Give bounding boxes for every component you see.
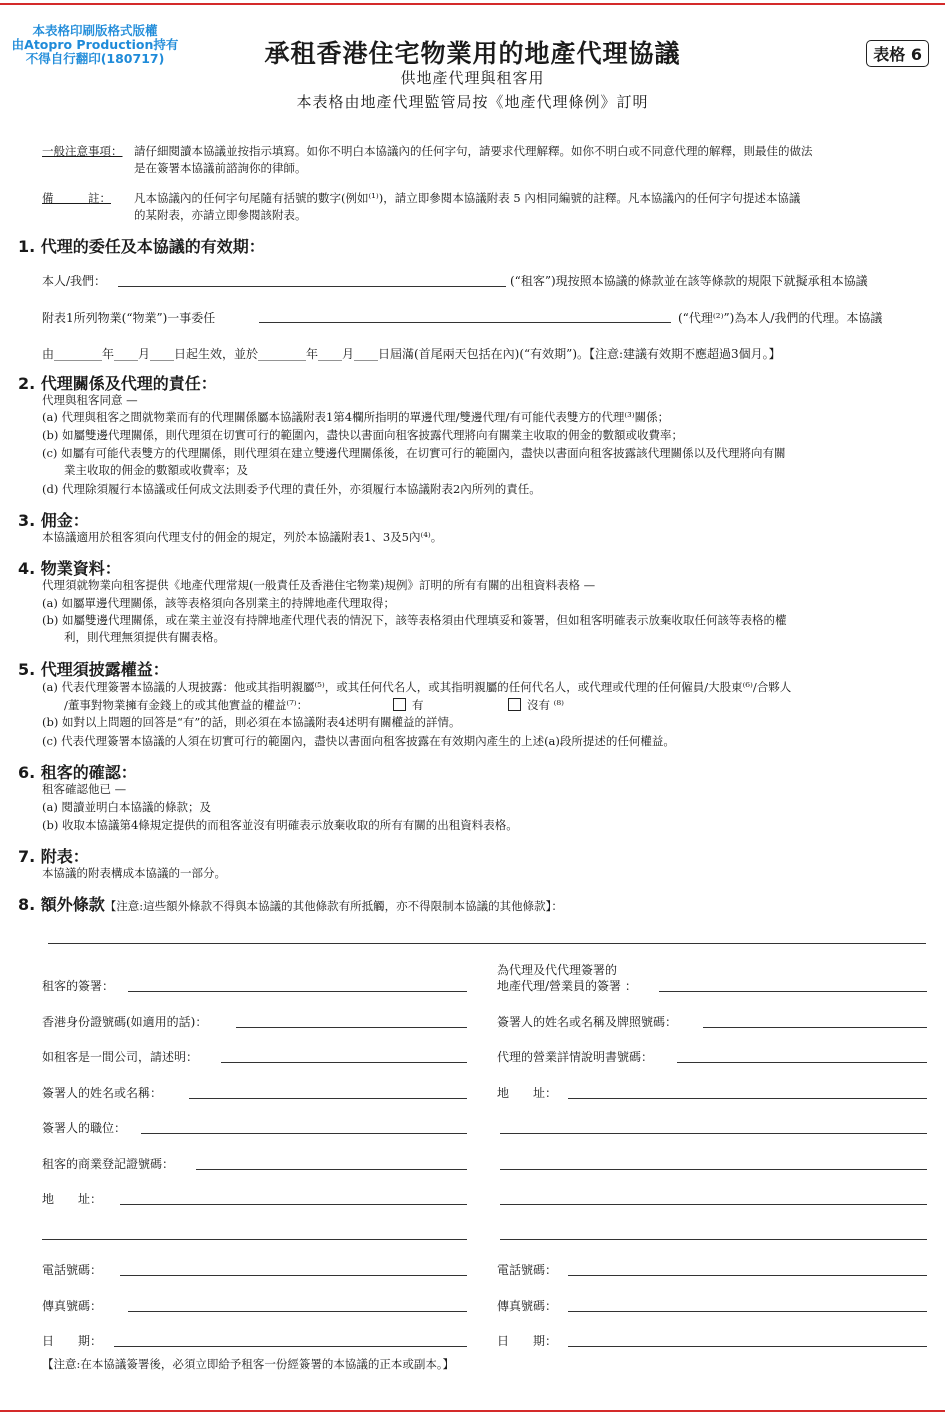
agent-address-label: 地 址： bbox=[497, 1086, 558, 1100]
tenant-fax-line[interactable] bbox=[128, 1311, 467, 1312]
s7-text: 本協議的附表構成本協議的一部分。 bbox=[42, 866, 226, 880]
notice-line-2: 由Atopro Production持有 bbox=[11, 37, 179, 52]
section-8-heading-row bbox=[18, 892, 563, 915]
remarks-label bbox=[42, 190, 111, 206]
s2-item-d: (d) 代理除須履行本協議或任何成文法則委予代理的責任外，亦須履行本協議附表2內所列的責任。 bbox=[42, 482, 541, 496]
s2-item-b: (b) 如屬雙邊代理關係，則代理須在切實可行的範圍內，盡快以書面向租客披露代理將向有關業主收取的佣金的數額或收費率； bbox=[42, 428, 683, 442]
s6-intro: 租客確認他已 — bbox=[42, 782, 127, 796]
agent-name-line[interactable] bbox=[259, 322, 671, 323]
tenant-signer-name-label: 簽署人的姓名或名稱： bbox=[42, 1086, 163, 1100]
agent-signature-label-1: 為代理及代代理簽署的 bbox=[497, 963, 618, 977]
section-3-heading: 3. 佣金： bbox=[18, 511, 89, 530]
tenant-signature-line[interactable] bbox=[128, 991, 467, 992]
extra-terms-line[interactable] bbox=[48, 943, 926, 944]
agent-date-line[interactable] bbox=[568, 1346, 927, 1347]
s4-item-b-1: (b) 如屬雙邊代理關係，或在業主並沒有持牌地產代理代表的情況下，該等表格須由代理填妥和簽署，但如租客明確表示放棄收取任何該等表格的權 bbox=[42, 613, 787, 627]
s2-item-a: (a) 代理與租客之間就物業而有的代理關係屬本協議附表1第4欄所指明的單邊代理/雙邊代理/有可能代表雙方的代理⁽³⁾關係； bbox=[42, 410, 670, 424]
section-1-heading: 1. 代理的委任及本協議的有效期： bbox=[18, 237, 265, 256]
s2-item-c-1: (c) 如屬有可能代表雙方的代理關係，則代理須在建立雙邊代理關係後，在切實可行的範圍內，盡快以書面向租客披露該代理關係以及代理將向有關 bbox=[42, 446, 786, 460]
s1-agent-label: 附表1所列物業(“物業”)一事委任 bbox=[42, 311, 216, 325]
s1-agent-text: (“代理⁽²⁾”)為本人/我們的代理。本協議 bbox=[678, 311, 883, 325]
tenant-tel-label: 電話號碼： bbox=[42, 1263, 103, 1277]
agent-address-line-4[interactable] bbox=[500, 1204, 927, 1205]
interest-yes-checkbox[interactable] bbox=[393, 698, 406, 711]
s4-item-a: (a) 如屬單邊代理關係，該等表格須向各別業主的持牌地產代理取得； bbox=[42, 596, 395, 610]
section-5-heading: 5. 代理須披露權益： bbox=[18, 660, 169, 679]
tenant-signer-name-line[interactable] bbox=[189, 1098, 467, 1099]
business-registration-label: 租客的商業登記證號碼： bbox=[42, 1157, 175, 1171]
signer-position-line[interactable] bbox=[141, 1133, 467, 1134]
s5-item-c: (c) 代表代理簽署本協議的人須在切實可行的範圍內，盡快以書面向租客披露在有效期內產生的上述(a)段所提述的任何權益。 bbox=[42, 734, 675, 748]
tenant-tel-line[interactable] bbox=[120, 1275, 467, 1276]
company-line[interactable] bbox=[221, 1062, 467, 1063]
form-authority: 本表格由地產代理監管局按《地產代理條例》訂明 bbox=[296, 93, 649, 111]
section-4-heading: 4. 物業資料： bbox=[18, 559, 121, 578]
tenant-signature-label: 租客的簽署： bbox=[42, 979, 115, 993]
signer-position-label: 簽署人的職位： bbox=[42, 1121, 127, 1135]
section-7-heading: 7. 附表： bbox=[18, 847, 89, 866]
notice-line-3: 不得自行翻印(180717) bbox=[25, 51, 165, 66]
interest-no-label: 沒有 ⁽⁸⁾ bbox=[527, 698, 564, 712]
agent-tel-line[interactable] bbox=[568, 1275, 927, 1276]
form-number-badge: 表格 6 bbox=[866, 40, 929, 67]
tenant-date-line[interactable] bbox=[114, 1346, 467, 1347]
interest-no-checkbox[interactable] bbox=[508, 698, 521, 711]
notice-line-1: 本表格印刷版格式版權 bbox=[32, 23, 158, 38]
tenant-date-label: 日 期： bbox=[42, 1334, 103, 1348]
s4-item-b-2: 利，則代理無須提供有關表格。 bbox=[64, 630, 225, 644]
s4-intro: 代理須就物業向租客提供《地產代理常規(一般責任及香港住宅物業)規例》訂明的所有有關的出租資料表格 — bbox=[42, 578, 596, 592]
s6-item-b: (b) 收取本協議第4條規定提供的而租客並沒有明確表示放棄收取的所有有關的出租資料表格。 bbox=[42, 818, 518, 832]
agent-address-line-1[interactable] bbox=[568, 1098, 927, 1099]
hkid-label: 香港身份證號碼(如適用的話)： bbox=[42, 1015, 208, 1029]
agent-address-line-3[interactable] bbox=[500, 1169, 927, 1170]
general-notes-label-text: 一般注意事項： bbox=[42, 144, 123, 158]
hkid-line[interactable] bbox=[236, 1027, 467, 1028]
s5-item-a-2: /董事對物業擁有金錢上的或其他實益的權益⁽⁷⁾： bbox=[64, 698, 309, 712]
agent-signature-line[interactable] bbox=[659, 991, 927, 992]
section-2-heading: 2. 代理關係及代理的責任： bbox=[18, 374, 217, 393]
agent-signer-name-label: 簽署人的姓名或名稱及牌照號碼： bbox=[497, 1015, 678, 1029]
tenant-fax-label: 傳真號碼： bbox=[42, 1299, 103, 1313]
s2-item-c-2: 業主收取的佣金的數額或收費率；及 bbox=[64, 463, 248, 477]
agent-signer-name-line[interactable] bbox=[703, 1027, 927, 1028]
s1-tenant-text: (“租客”)現按照本協議的條款並在該等條款的規限下就擬承租本協議 bbox=[510, 274, 868, 288]
agent-date-label: 日 期： bbox=[497, 1334, 558, 1348]
s5-item-b: (b) 如對以上問題的回答是“有”的話，則必須在本協議附表4述明有關權益的詳情。 bbox=[42, 715, 461, 729]
agent-licence-line[interactable] bbox=[677, 1062, 927, 1063]
remarks-label-text: 備 註： bbox=[42, 191, 111, 205]
bottom-border bbox=[0, 1410, 945, 1412]
footer-note: 【注意:在本協議簽署後，必須立即給予租客一份經簽署的本協議的正本或副本。】 bbox=[42, 1357, 455, 1371]
interest-yes-label: 有 bbox=[412, 698, 424, 712]
remarks-text-1: 凡本協議內的任何字句尾隨有括號的數字(例如⁽¹⁾)，請立即參閱本協議附表 5 內相同編號的註釋。凡本協議內的任何字句提述本協議 bbox=[134, 191, 801, 205]
agent-signature-label-2: 地產代理/營業員的簽署 ： bbox=[497, 979, 637, 993]
agent-fax-line[interactable] bbox=[568, 1311, 927, 1312]
tenant-address-line-1[interactable] bbox=[120, 1204, 467, 1205]
agent-fax-label: 傳真號碼： bbox=[497, 1299, 558, 1313]
s6-item-a: (a) 閱讀並明白本協議的條款；及 bbox=[42, 800, 211, 814]
tenant-address-label: 地 址： bbox=[42, 1192, 103, 1206]
s2-intro: 代理與租客同意 — bbox=[42, 393, 138, 407]
section-6-heading: 6. 租客的確認： bbox=[18, 763, 137, 782]
agent-licence-label: 代理的營業詳情說明書號碼： bbox=[497, 1050, 654, 1064]
agent-address-line-5[interactable] bbox=[500, 1239, 927, 1240]
agent-address-line-2[interactable] bbox=[500, 1133, 927, 1134]
s5-item-a-1: (a) 代表代理簽署本協議的人現披露：他或其指明親屬⁽⁵⁾，或其任何代名人，或其指明親屬的任何代名人，或代理或代理的任何僱員/大股東⁽⁶⁾/合夥人 bbox=[42, 680, 792, 694]
business-registration-line[interactable] bbox=[196, 1169, 467, 1170]
s3-text: 本協議適用於租客須向代理支付的佣金的規定，列於本協議附表1、3及5內⁽⁴⁾。 bbox=[42, 530, 443, 544]
remarks-text-2: 的某附表，亦請立即參閱該附表。 bbox=[134, 208, 307, 222]
general-notes-label bbox=[42, 143, 123, 159]
s1-validity-period[interactable]: 由________年____月____日起生效，並於________年____月____日屆滿(首尾兩天包括在內)(“有效期”)。【注意:建議有效期不應超過3個月。】 bbox=[42, 347, 781, 361]
agent-tel-label: 電話號碼： bbox=[497, 1263, 558, 1277]
form-title: 承租香港住宅物業用的地產代理協議 bbox=[264, 39, 681, 68]
tenant-name-line[interactable] bbox=[118, 286, 506, 287]
s1-tenant-label: 本人/我們： bbox=[42, 274, 107, 288]
top-border bbox=[0, 3, 945, 5]
section-8-note: 【注意:這些額外條款不得與本協議的其他條款有所抵觸，亦不得限制本協議的其他條款】： bbox=[104, 899, 563, 913]
form-subtitle: 供地產代理與租客用 bbox=[400, 69, 545, 87]
section-8-heading: 8. 額外條款 bbox=[18, 895, 105, 914]
general-notes-text-2: 是在簽署本協議前諮詢你的律師。 bbox=[134, 161, 307, 175]
tenant-address-line-2[interactable] bbox=[42, 1239, 467, 1240]
company-label: 如租客是一間公司，請述明： bbox=[42, 1050, 199, 1064]
general-notes-text-1: 請仔細閱讀本協議並按指示填寫。如你不明白本協議內的任何字句，請要求代理解釋。如你不明白或不同意代理的解釋，則最佳的做法 bbox=[134, 144, 813, 158]
